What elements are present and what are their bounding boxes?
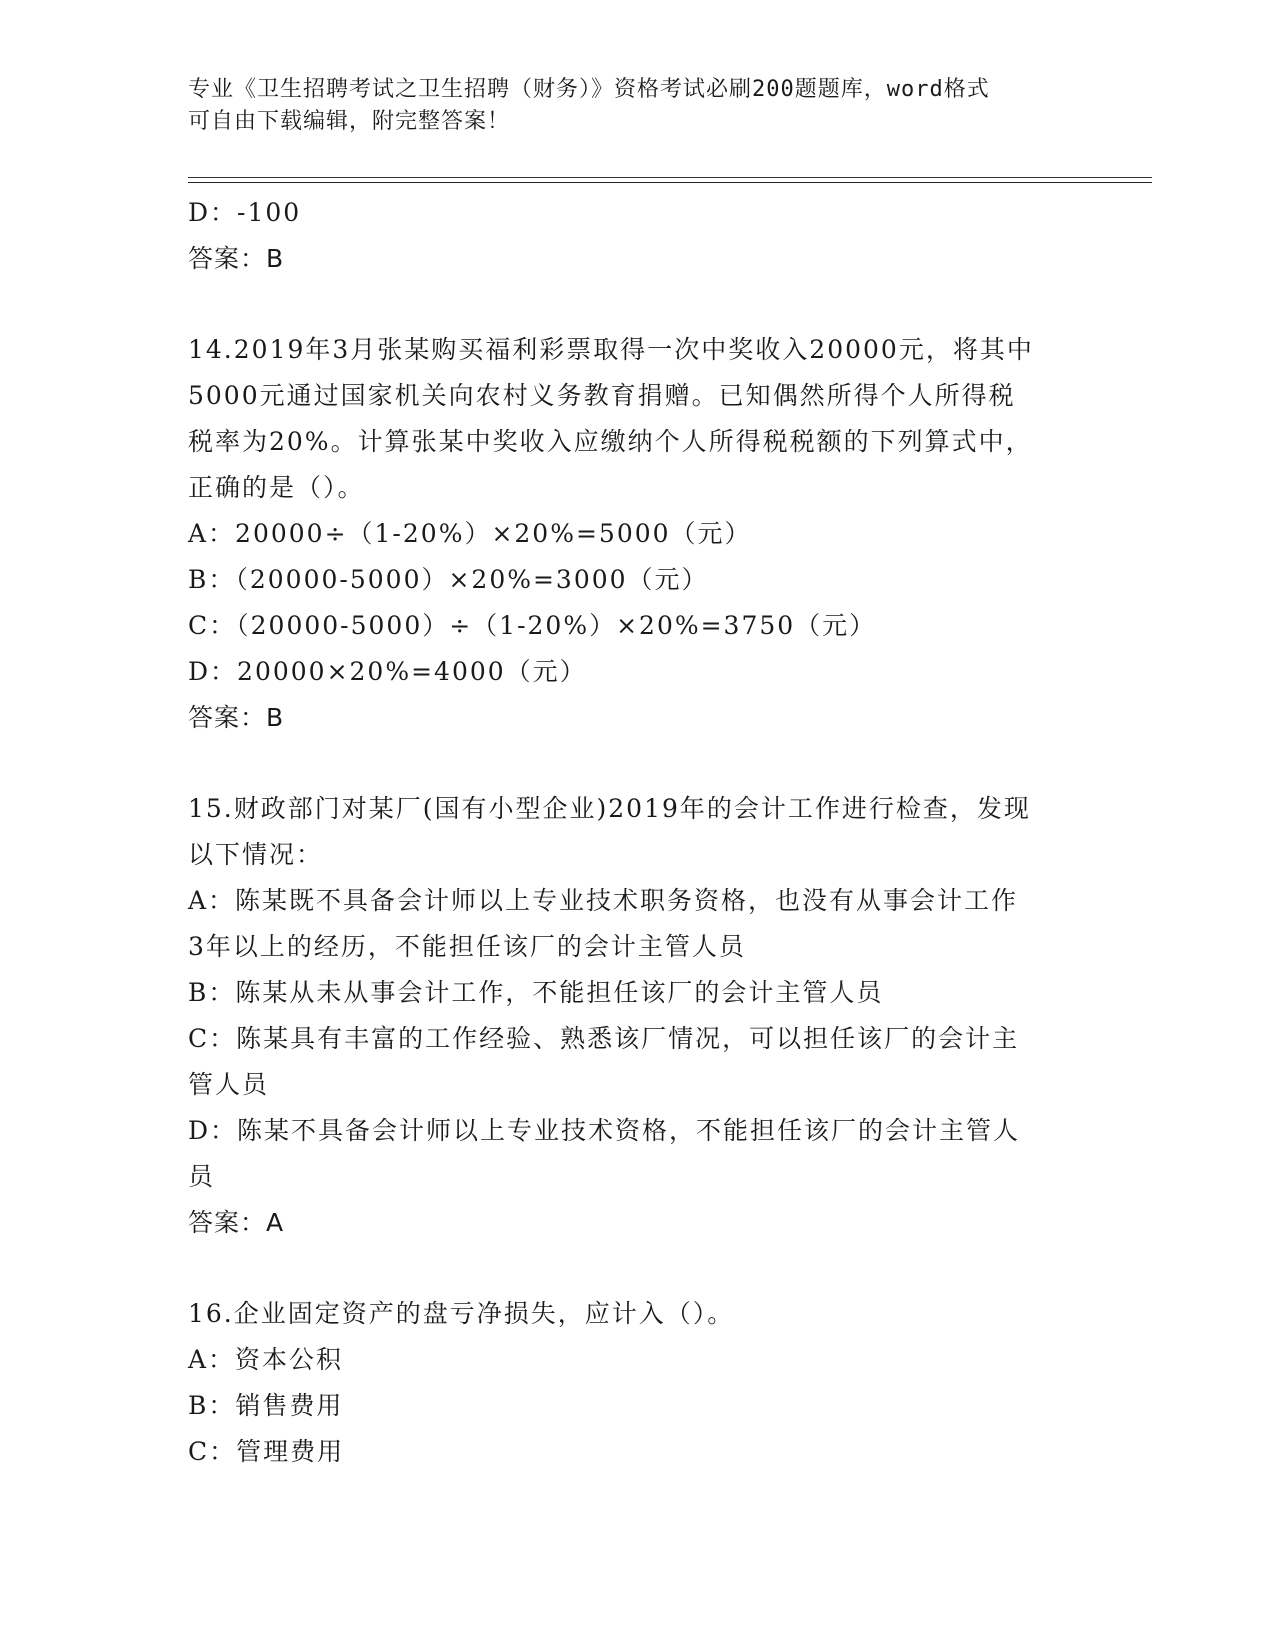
question-stem-line: 14.2019年3月张某购买福利彩票取得一次中奖收入20000元，将其中	[188, 335, 1034, 364]
option-c: C：（20000-5000）÷（1-20%）×20%=3750（元）	[188, 611, 877, 640]
question-16	[188, 1291, 1088, 1475]
option-b: B：（20000-5000）×20%=3000（元）	[188, 565, 709, 594]
option-d-continued: 员	[188, 1162, 216, 1191]
question-stem-line: 以下情况：	[188, 840, 324, 869]
option-a: A：资本公积	[188, 1345, 344, 1374]
question-stem-line: 16.企业固定资产的盘亏净损失，应计入（）。	[188, 1299, 735, 1328]
option-a-continued: 3年以上的经历，不能担任该厂的会计主管人员	[188, 932, 746, 961]
option-d: D：陈某不具备会计师以上专业技术资格，不能担任该厂的会计主管人	[188, 1116, 1021, 1145]
spacer	[188, 282, 1088, 327]
answer-line: 答案：B	[188, 703, 285, 732]
header-line-1: 专业《卫生招聘考试之卫生招聘（财务）》资格考试必刷200题题库，word格式	[188, 77, 990, 102]
answer-line: 答案：B	[188, 244, 285, 273]
header-line-2: 可自由下载编辑，附完整答案！	[188, 109, 511, 134]
option-a: A：20000÷（1-20%）×20%=5000（元）	[188, 519, 752, 548]
option-d: D：20000×20%=4000（元）	[188, 657, 587, 686]
option-b: B：陈某从未从事会计工作，不能担任该厂的会计主管人员	[188, 978, 884, 1007]
option-a: A：陈某既不具备会计师以上专业技术职务资格，也没有从事会计工作	[188, 886, 1019, 915]
spacer	[188, 741, 1088, 786]
option-c: C：管理费用	[188, 1437, 345, 1466]
option-c: C：陈某具有丰富的工作经验、熟悉该厂情况，可以担任该厂的会计主	[188, 1024, 1020, 1053]
answer-line: 答案：A	[188, 1208, 285, 1237]
option-c-continued: 管人员	[188, 1070, 270, 1099]
question-stem-line: 5000元通过国家机关向农村义务教育捐赠。已知偶然所得个人所得税	[188, 381, 1016, 410]
header-divider-top	[188, 177, 1152, 178]
question-14	[188, 327, 1088, 741]
question-stem-line: 15.财政部门对某厂(国有小型企业)2019年的会计工作进行检查，发现	[188, 794, 1031, 823]
question-stem-line: 正确的是（）。	[188, 473, 365, 502]
document-header	[188, 74, 1068, 138]
option-d: D：-100	[188, 198, 302, 227]
question-13-tail	[188, 190, 1088, 282]
document-body	[188, 190, 1088, 1475]
question-15	[188, 786, 1088, 1246]
option-b: B：销售费用	[188, 1391, 344, 1420]
spacer	[188, 1246, 1088, 1291]
header-divider-bottom	[188, 182, 1152, 183]
question-stem-line: 税率为20%。计算张某中奖收入应缴纳个人所得税税额的下列算式中，	[188, 427, 1033, 456]
